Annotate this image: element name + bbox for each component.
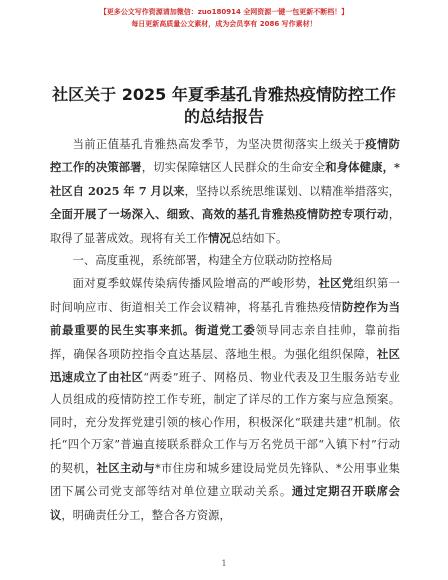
s1-bold-2: 防控作为当前最重要的民生实事来抓。街道党工委	[50, 299, 400, 338]
s1-text-2: 组织第一时间响应市、街道相关工作会议精神，将基孔肯雅热疫情	[50, 277, 400, 314]
section-heading-1: 一、高度重视，系统部署，构建全方位联动防控格局	[72, 254, 333, 268]
page-number: 1	[221, 559, 227, 568]
intro-text-5: 总结如下。	[230, 231, 288, 245]
title-line-2: 的总结报告	[183, 107, 264, 126]
intro-text-3: ，坚持以系统思维谋划、以精准举措落实，	[184, 184, 400, 198]
s1-text-4: “两委”班子、网格员、物业代表及卫生服务站专业人员组成的疫情防控工作专班，制定了详尽的工作方案与应急预案。同时，充分发挥党建引领的核心作用，积极深化“联建共建”机制。依托“四个万家”普遍直接联系群众工作与万名党员干部“入镇下村”行动的契机，	[50, 371, 400, 475]
s1-bold-5: 通过定期召开联席会议	[50, 484, 400, 522]
intro-text-1: 当前正值基孔肯雅热高发季节，为坚决贯彻落实上级关于	[72, 138, 366, 151]
document-body	[50, 133, 400, 527]
s1-bold-4: 社区主动与	[96, 460, 155, 475]
s1-text-1: 面对夏季蚊媒传染病传播风险增高的严峻形势，	[72, 277, 319, 291]
title-line-1: 社区关于 2025 年夏季基孔肯雅热疫情防控工作	[52, 85, 396, 104]
s1-text-6: ，明确责任分工，整合各方资源，	[61, 508, 231, 522]
intro-bold-1: 疫情防控工作的决策部署	[50, 137, 400, 175]
s1-text-3: 领导同志亲自挂帅，靠前指挥，确保各项防控指令直达基层、落地生根。为强化组织保障，	[50, 324, 400, 361]
document-title	[36, 84, 412, 128]
banner-line-1: 【更多公文写作资源请加微信：zuo180914 全网资源一键一包更新不断档！】	[99, 8, 349, 16]
intro-paragraph	[50, 133, 400, 250]
s1-bold-1: 社区党	[318, 276, 354, 291]
intro-bold-2: 和身体健康，*社区自 2025 年 7 月以来	[50, 160, 400, 198]
section-1-paragraph	[50, 272, 400, 526]
intro-bold-3: 全面开展了一场深入、细致、高效的基孔肯雅热疫情防控专项行动	[50, 207, 389, 222]
s1-text-5: *市住房和城乡建设局党员先锋队、*公用事业集团下属公司党支部等结对单位建立联动关系。	[50, 461, 400, 499]
banner-line-2: 每日更新高质量公文素材，成为会员享有 2086 写作素材！	[131, 20, 317, 28]
intro-text-4: ，取得了显著成效。现将有关工作	[50, 208, 400, 245]
intro-bold-4: 情况	[208, 230, 231, 245]
promo-banner	[0, 6, 448, 30]
intro-text-2: ，切实保障辖区人民群众的生命安全	[141, 161, 326, 175]
s1-bold-3: 社区迅速成立了由社区	[50, 346, 400, 385]
